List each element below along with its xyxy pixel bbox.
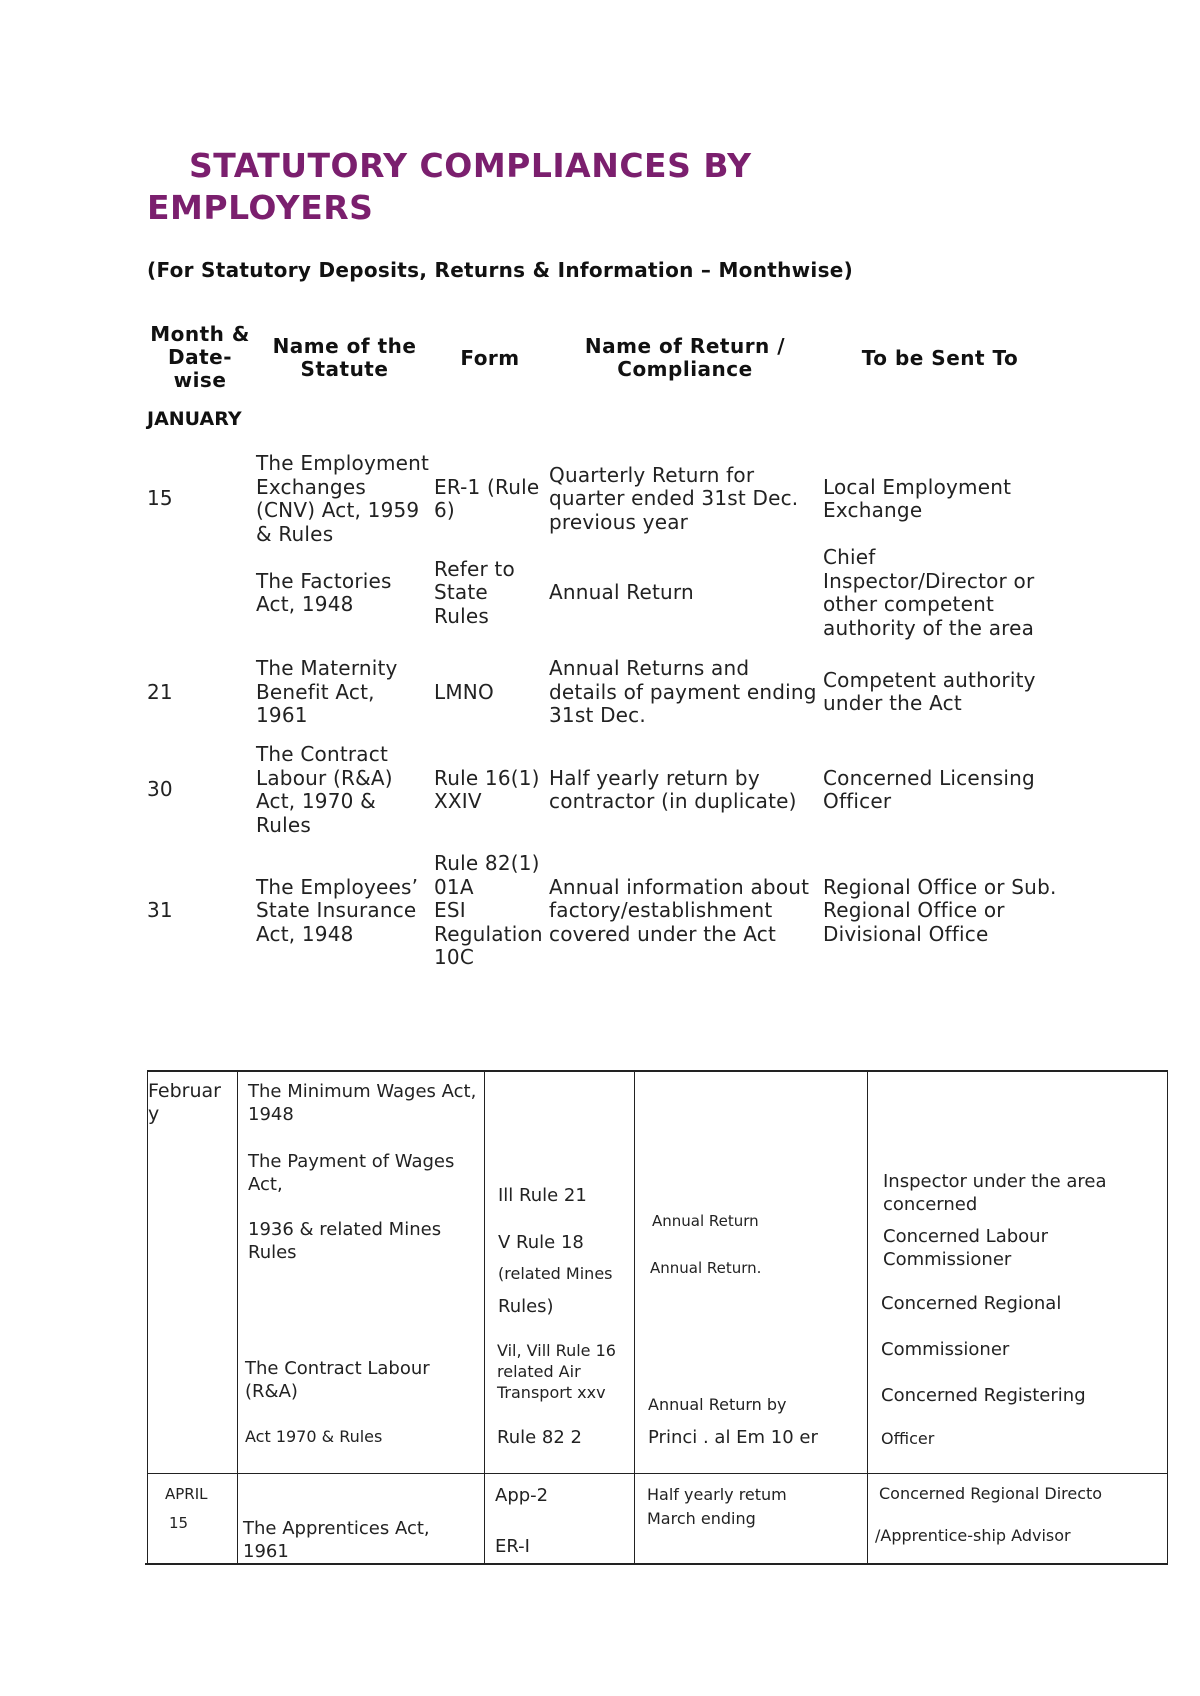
- feb-statute-a: [248, 1080, 476, 1126]
- jan-cell-line: Half yearly return by: [549, 765, 760, 790]
- jan-row-3-return: [549, 657, 817, 728]
- jan-cell-line: 21: [147, 679, 173, 704]
- jan-row-2-sent-to: [823, 546, 1034, 640]
- feb-statute-c: [248, 1218, 441, 1264]
- jan-row-5-sent-to: [823, 876, 1057, 947]
- jan-cell-line: State: [434, 580, 488, 605]
- feb-return-d: Princi . al Em 10 er: [648, 1427, 818, 1448]
- jan-cell-line: 31: [147, 898, 173, 922]
- jan-cell-line: Rule 82(1): [434, 851, 540, 875]
- jan-cell-line: 6): [434, 498, 455, 522]
- jan-cell-line: Act, 1948: [256, 921, 354, 946]
- jan-cell-line: LMNO: [434, 679, 494, 704]
- april-sent-b: /Apprentice-ship Advisor: [875, 1526, 1071, 1545]
- jan-cell-line: Officer: [823, 789, 892, 813]
- jan-row-4-date: [147, 778, 173, 802]
- month-january: JANUARY: [147, 408, 242, 430]
- feb-form-d: Rules): [498, 1296, 554, 1317]
- jan-cell-line: XXIV: [434, 789, 482, 813]
- jan-cell-line: 15: [147, 486, 173, 511]
- table-col-divider: [867, 1070, 868, 1564]
- jan-row-1-return: [549, 464, 798, 535]
- header-statute-line: Statute: [300, 357, 389, 381]
- feb-sent-a: [883, 1170, 1107, 1216]
- feb-sent-b: [883, 1225, 1048, 1271]
- jan-cell-line: covered under the Act: [549, 921, 776, 946]
- jan-row-3-sent-to: [823, 669, 1036, 716]
- feb-form-line: related Air: [497, 1362, 581, 1381]
- feb-statute-line: Rules: [248, 1242, 297, 1263]
- jan-row-3-form: [434, 681, 494, 705]
- jan-cell-line: Concerned Licensing: [823, 765, 1035, 790]
- jan-cell-line: 30: [147, 777, 173, 802]
- feb-sent-c: Concerned Regional: [881, 1293, 1062, 1314]
- jan-row-2-statute: [256, 570, 392, 617]
- feb-statute-b: [248, 1150, 454, 1196]
- table-border-right: [1167, 1070, 1168, 1564]
- feb-form-a: Ill Rule 21: [498, 1185, 587, 1206]
- feb-statute-d: [245, 1357, 430, 1403]
- feb-sent-line: Inspector under the area: [883, 1171, 1107, 1192]
- jan-cell-line: The Employees’: [256, 874, 419, 899]
- feb-form-e: [497, 1340, 625, 1403]
- feb-form-f: Rule 82 2: [497, 1427, 582, 1448]
- jan-row-1-form: [434, 476, 539, 523]
- jan-row-1-sent-to: [823, 476, 1011, 523]
- feb-statute-line: The Payment of Wages: [248, 1151, 455, 1172]
- jan-row-4-statute: [256, 743, 393, 837]
- table-border-left: [147, 1070, 148, 1564]
- jan-cell-line: 01A: [434, 874, 474, 899]
- jan-row-1-date: [147, 487, 173, 511]
- header-return-line: Compliance: [617, 357, 753, 381]
- jan-cell-line: Rule 16(1): [434, 765, 540, 790]
- jan-cell-line: Chief: [823, 545, 876, 569]
- jan-cell-line: Inspector/Director or: [823, 568, 1035, 593]
- april-form-a: App-2: [495, 1485, 549, 1506]
- jan-row-4-form: [434, 767, 540, 814]
- feb-sent-line: Concerned Labour: [883, 1226, 1048, 1247]
- feb-sent-f: Officer: [881, 1429, 935, 1448]
- jan-cell-line: Competent authority: [823, 667, 1036, 692]
- april-statute-line: The Apprentices Act,: [243, 1518, 430, 1539]
- jan-cell-line: Act, 1970 &: [256, 789, 376, 813]
- feb-sent-e: Concerned Registering: [881, 1385, 1086, 1406]
- feb-sent-line: concerned: [883, 1194, 978, 1215]
- jan-cell-line: Act, 1948: [256, 592, 354, 616]
- feb-statute-line: Act,: [248, 1174, 283, 1195]
- jan-row-2-return: [549, 581, 694, 605]
- jan-cell-line: The Maternity: [256, 656, 398, 680]
- table-col-divider: [484, 1070, 485, 1564]
- feb-statute-line: 1948: [248, 1104, 294, 1125]
- jan-cell-line: Benefit Act,: [256, 679, 375, 704]
- feb-month-line: y: [148, 1103, 160, 1125]
- jan-cell-line: Divisional Office: [823, 921, 989, 946]
- jan-cell-line: Local Employment: [823, 474, 1012, 499]
- april-form-b: ER-I: [495, 1536, 530, 1557]
- feb-statute-e: Act 1970 & Rules: [245, 1427, 383, 1446]
- header-month-line: Date-: [167, 345, 233, 369]
- feb-month-line: Februar: [148, 1080, 221, 1102]
- april-return-line: March ending: [647, 1509, 756, 1528]
- jan-row-3-date: [147, 681, 173, 705]
- jan-cell-line: Refer to: [434, 556, 515, 581]
- jan-cell-line: Regulation: [434, 921, 543, 946]
- jan-cell-line: The Contract: [256, 742, 388, 766]
- feb-form-b: V Rule 18: [498, 1232, 584, 1253]
- header-month-line: Month &: [150, 322, 250, 346]
- feb-form-line: Transport xxv: [497, 1383, 606, 1402]
- april-return-line: Half yearly retum: [647, 1485, 787, 1504]
- header-sent-to: [840, 347, 1040, 370]
- title-line-2: EMPLOYERS: [147, 188, 374, 227]
- jan-cell-line: & Rules: [256, 521, 334, 546]
- jan-cell-line: Quarterly Return for: [549, 462, 755, 487]
- jan-row-5-return: [549, 876, 809, 947]
- jan-cell-line: details of payment ending: [549, 679, 817, 704]
- feb-statute-line: (R&A): [245, 1381, 298, 1402]
- jan-row-4-return: [549, 767, 797, 814]
- header-month: [140, 323, 260, 392]
- jan-cell-line: contractor (in duplicate): [549, 789, 797, 813]
- table-col-divider: [634, 1070, 635, 1564]
- feb-return-b: Annual Return.: [650, 1259, 762, 1277]
- jan-row-5-form: [434, 852, 543, 970]
- jan-cell-line: 1961: [256, 703, 308, 727]
- jan-cell-line: Annual Return: [549, 580, 694, 605]
- header-statute-line: Name of the: [272, 334, 417, 358]
- jan-cell-line: The Factories: [256, 568, 392, 593]
- jan-row-3-statute: [256, 657, 398, 728]
- header-return: [560, 335, 810, 381]
- jan-cell-line: factory/establishment: [549, 898, 773, 922]
- jan-cell-line: authority of the area: [823, 615, 1035, 640]
- table-border-bottom: [145, 1563, 1168, 1565]
- jan-cell-line: Exchange: [823, 498, 923, 522]
- feb-return-c: Annual Return by: [648, 1395, 787, 1414]
- jan-cell-line: State Insurance: [256, 898, 417, 922]
- jan-cell-line: (CNV) Act, 1959: [256, 498, 420, 522]
- feb-return-a: Annual Return: [652, 1212, 759, 1230]
- feb-statute-line: The Minimum Wages Act,: [248, 1081, 477, 1102]
- jan-cell-line: Labour (R&A): [256, 765, 393, 790]
- header-month-line: wise: [173, 368, 227, 392]
- jan-row-5-statute: [256, 876, 418, 947]
- document-subtitle: (For Statutory Deposits, Returns & Information – Monthwise): [147, 258, 854, 282]
- jan-cell-line: Rules: [434, 603, 489, 628]
- jan-cell-line: 31st Dec.: [549, 703, 646, 727]
- document-title: [147, 145, 907, 229]
- jan-cell-line: Annual Returns and: [549, 656, 750, 680]
- jan-cell-line: 10C: [434, 945, 475, 969]
- feb-form-line: Vil, Vill Rule 16: [497, 1341, 616, 1360]
- feb-sent-d: Commissioner: [881, 1339, 1010, 1360]
- april-sent-a: Concerned Regional Directo: [879, 1484, 1103, 1503]
- jan-row-2-form: [434, 558, 515, 629]
- jan-cell-line: Rules: [256, 812, 311, 837]
- feb-statute-line: 1936 & related Mines: [248, 1219, 442, 1240]
- header-form-line: Form: [460, 346, 520, 370]
- feb-form-c: (related Mines: [498, 1264, 613, 1283]
- table-border-top: [147, 1070, 1168, 1072]
- april-return: [647, 1483, 787, 1531]
- table-row-divider: [147, 1473, 1168, 1474]
- header-sent-to-line: To be Sent To: [861, 346, 1019, 370]
- april-statute-line: 1961: [243, 1541, 289, 1562]
- april-month: APRIL: [165, 1485, 208, 1503]
- jan-row-1-statute: [256, 452, 429, 546]
- jan-cell-line: Annual information about: [549, 874, 810, 899]
- feb-statute-line: The Contract Labour: [245, 1358, 430, 1379]
- header-form: [435, 347, 545, 370]
- jan-cell-line: Exchanges: [256, 474, 366, 499]
- jan-cell-line: ESI: [434, 898, 466, 922]
- jan-cell-line: quarter ended 31st Dec.: [549, 486, 799, 511]
- jan-cell-line: previous year: [549, 509, 689, 534]
- jan-cell-line: The Employment: [256, 451, 430, 475]
- header-statute: [262, 335, 427, 381]
- jan-cell-line: under the Act: [823, 691, 962, 716]
- feb-month: [148, 1080, 221, 1126]
- april-date: 15: [169, 1514, 189, 1532]
- jan-cell-line: other competent: [823, 592, 995, 616]
- header-return-line: Name of Return /: [584, 334, 786, 358]
- jan-cell-line: ER-1 (Rule: [434, 474, 540, 499]
- title-line-1: STATUTORY COMPLIANCES BY: [189, 146, 752, 185]
- april-statute: [243, 1517, 430, 1563]
- jan-cell-line: Regional Office or Sub.: [823, 874, 1057, 899]
- feb-sent-line: Commissioner: [883, 1249, 1012, 1270]
- table-col-divider: [237, 1070, 238, 1564]
- jan-row-5-date: [147, 899, 173, 923]
- jan-row-4-sent-to: [823, 767, 1035, 814]
- jan-cell-line: Regional Office or: [823, 898, 1005, 922]
